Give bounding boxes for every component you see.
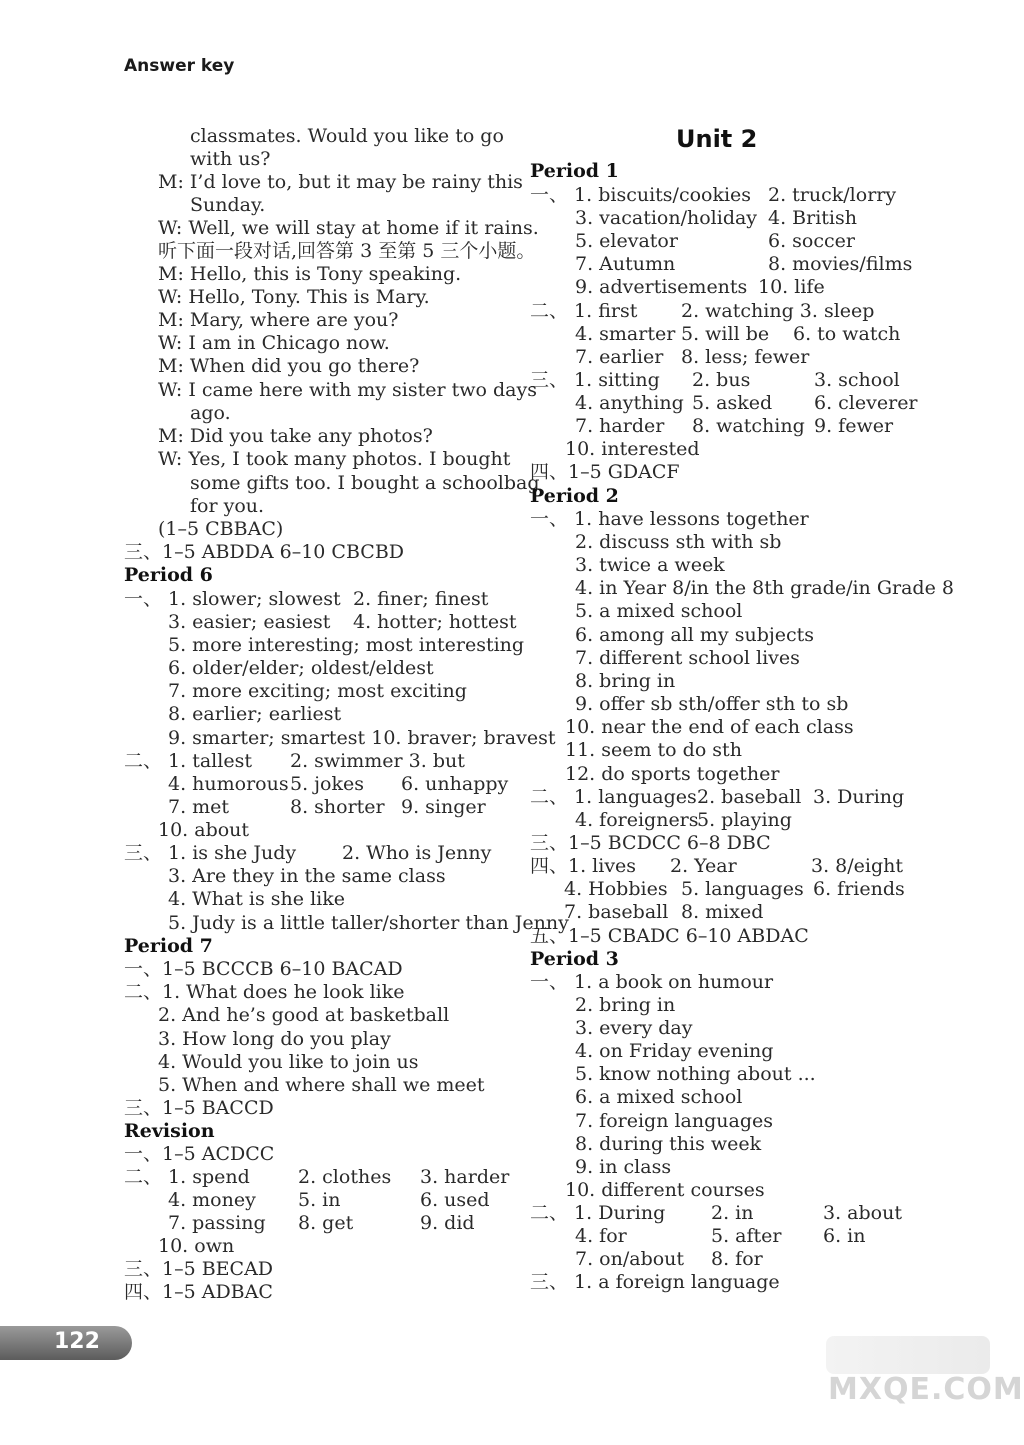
answer-line: 7. on/about	[575, 1248, 685, 1270]
answer-line: 3. 8/eight	[811, 855, 904, 877]
answer-line: 四、1. lives	[530, 855, 637, 877]
answer-line: 6. used	[420, 1189, 490, 1211]
answer-line: 9. did	[420, 1212, 475, 1234]
answer-line: W: Well, we will stay at home if it rains.	[158, 217, 539, 239]
answer-line: 6. among all my subjects	[575, 624, 815, 646]
answer-line: 3. How long do you play	[158, 1028, 391, 1050]
answer-line: M: I’d love to, but it may be rainy this	[158, 171, 523, 193]
answer-line: 6. unhappy	[401, 773, 509, 795]
answer-line: (1–5 CBBAC)	[158, 518, 284, 540]
answer-line: 2. And he’s good at basketball	[158, 1004, 450, 1026]
answer-line: 10. different courses	[565, 1179, 765, 1201]
answer-line: 6. soccer	[768, 230, 855, 252]
answer-line: 5. Judy is a little taller/shorter than Jenny	[168, 912, 569, 934]
answer-line: 9. singer	[401, 796, 486, 818]
answer-line: 2. Who is Jenny	[342, 842, 492, 864]
answer-line: 8. shorter	[290, 796, 385, 818]
answer-line: 5. asked	[692, 392, 773, 414]
answer-line: W: Hello, Tony. This is Mary.	[158, 286, 430, 308]
answer-line: 9. offer sb sth/offer sth to sb	[575, 693, 849, 715]
section-heading: Period 2	[530, 485, 619, 507]
answer-line: 7. met	[168, 796, 230, 818]
answer-line: 4. anything	[575, 392, 684, 414]
answer-line: 8. movies/films	[768, 253, 913, 275]
answer-line: M: When did you go there?	[158, 355, 420, 377]
answer-line: W: Yes, I took many photos. I bought	[158, 448, 511, 470]
answer-line: 二、 1. first	[530, 300, 638, 322]
answer-line: 6. friends	[813, 878, 905, 900]
answer-line: 6. to watch	[793, 323, 901, 345]
answer-line: 3. harder	[420, 1166, 510, 1188]
answer-line: 三、1–5 ABDDA 6–10 CBCBD	[124, 541, 405, 563]
answer-line: 8. get	[298, 1212, 354, 1234]
answer-line: 二、1. What does he look like	[124, 981, 405, 1003]
answer-line: 三、 1. is she Judy	[124, 842, 297, 864]
answer-line: 3. vacation/holiday	[575, 207, 758, 229]
answer-line: 4. on Friday evening	[575, 1040, 774, 1062]
answer-line: 7. passing	[168, 1212, 266, 1234]
answer-line: 5. in	[298, 1189, 341, 1211]
answer-line: 一、 1. biscuits/cookies	[530, 184, 752, 206]
answer-line: W: I am in Chicago now.	[158, 332, 390, 354]
answer-line: 4. smarter	[575, 323, 676, 345]
answer-line: 6. a mixed school	[575, 1086, 743, 1108]
answer-line: 5. a mixed school	[575, 600, 743, 622]
answer-line: 8. mixed	[681, 901, 764, 923]
answer-line: 7. more exciting; most exciting	[168, 680, 467, 702]
answer-line: 7. foreign languages	[575, 1110, 774, 1132]
answer-line: 6. in	[823, 1225, 866, 1247]
page-number: 122	[54, 1329, 100, 1354]
answer-line: 听下面一段对话,回答第 3 至第 5 三个小题。	[158, 240, 536, 262]
answer-line: 8. watching	[692, 415, 805, 437]
answer-line: 7. baseball	[564, 901, 669, 923]
answer-line: 三、1–5 BACCD	[124, 1097, 274, 1119]
answer-line: 五、1–5 CBADC 6–10 ABDAC	[530, 925, 809, 947]
answer-line: 5. elevator	[575, 230, 678, 252]
answer-line: 11. seem to do sth	[565, 739, 742, 761]
answer-line: M: Hello, this is Tony speaking.	[158, 263, 462, 285]
answer-line: 10. near the end of each class	[565, 716, 854, 738]
section-heading: Period 6	[124, 564, 213, 586]
watermark-logo	[826, 1336, 990, 1374]
answer-line: 一、 1. a book on humour	[530, 971, 774, 993]
answer-line: 8. during this week	[575, 1133, 762, 1155]
unit-title: Unit 2	[676, 125, 758, 153]
answer-line: 9. fewer	[814, 415, 894, 437]
answer-line: 10. interested	[565, 438, 700, 460]
answer-line: 3. twice a week	[575, 554, 725, 576]
section-heading: Period 7	[124, 935, 213, 957]
answer-line: 5. When and where shall we meet	[158, 1074, 485, 1096]
section-heading: Period 3	[530, 948, 619, 970]
answer-line: 9. smarter; smartest 10. braver; bravest	[168, 727, 556, 749]
answer-line: 4. foreigners	[575, 809, 699, 831]
answer-line: 12. do sports together	[565, 763, 780, 785]
answer-line: 一、1–5 BCCCB 6–10 BACAD	[124, 958, 403, 980]
page-number-tab	[0, 1326, 132, 1360]
answer-line: 5. after	[711, 1225, 782, 1247]
answer-line: Sunday.	[190, 194, 266, 216]
answer-line: 8. for	[711, 1248, 763, 1270]
answer-line: 9. advertisements	[575, 276, 748, 298]
answer-line: 6. cleverer	[814, 392, 918, 414]
answer-line: 8. bring in	[575, 670, 676, 692]
answer-line: 2. discuss sth with sb	[575, 531, 782, 553]
answer-line: 10. own	[158, 1235, 235, 1257]
answer-line: 2. clothes	[298, 1166, 392, 1188]
answer-line: 2. Year	[670, 855, 737, 877]
answer-line: 2. watching 3. sleep	[681, 300, 875, 322]
answer-line: 10. about	[158, 819, 250, 841]
answer-line: 7. different school lives	[575, 647, 800, 669]
answer-line: 5. jokes	[290, 773, 365, 795]
answer-line: 6. older/elder; oldest/eldest	[168, 657, 434, 679]
answer-line: 三、1–5 BCDCC 6–8 DBC	[530, 832, 771, 854]
answer-line: M: Did you take any photos?	[158, 425, 433, 447]
answer-line: some gifts too. I bought a schoolbag	[190, 472, 540, 494]
answer-line: 四、1–5 GDACF	[530, 461, 680, 483]
answer-line: 5. languages	[681, 878, 804, 900]
answer-line: 3. every day	[575, 1017, 693, 1039]
answer-line: 4. in Year 8/in the 8th grade/in Grade 8	[575, 577, 954, 599]
answer-line: 2. bring in	[575, 994, 676, 1016]
answer-line: 二、 1. spend	[124, 1166, 250, 1188]
answer-line: 7. harder	[575, 415, 665, 437]
answer-line: 三、 1. a foreign language	[530, 1271, 780, 1293]
answer-line: 2. finer; finest	[353, 588, 489, 610]
answer-line: 二、 1. languages	[530, 786, 697, 808]
answer-line: 3. about	[823, 1202, 902, 1224]
answer-line: 5. know nothing about ...	[575, 1063, 816, 1085]
running-header: Answer key	[124, 56, 235, 76]
answer-line: 二、 1. tallest	[124, 750, 252, 772]
answer-line: 7. Autumn	[575, 253, 676, 275]
answer-line: classmates. Would you like to go	[190, 125, 504, 147]
answer-line: 四、1–5 ADBAC	[124, 1281, 273, 1303]
answer-line: 3. During	[813, 786, 905, 808]
answer-line: ago.	[190, 402, 231, 424]
answer-line: 三、1–5 BECAD	[124, 1258, 274, 1280]
answer-line: 3. school	[814, 369, 900, 391]
answer-line: 4. humorous	[168, 773, 289, 795]
answer-line: 三、 1. sitting	[530, 369, 660, 391]
answer-line: 4. Hobbies	[564, 878, 668, 900]
answer-line: 一、 1. have lessons together	[530, 508, 809, 530]
answer-line: for you.	[190, 495, 265, 517]
answer-line: 10. life	[758, 276, 825, 298]
answer-line: 4. hotter; hottest	[353, 611, 517, 633]
answer-line: 7. earlier	[575, 346, 664, 368]
answer-line: 8. less; fewer	[681, 346, 810, 368]
answer-line: 一、1–5 ACDCC	[124, 1143, 275, 1165]
watermark-text: MXQE.COM	[828, 1372, 1024, 1407]
answer-line: 8. earlier; earliest	[168, 703, 342, 725]
answer-line: 5. will be	[681, 323, 770, 345]
answer-line: with us?	[190, 148, 271, 170]
answer-line: 4. for	[575, 1225, 627, 1247]
answer-line: 3. easier; easiest	[168, 611, 331, 633]
section-heading: Period 1	[530, 160, 619, 182]
answer-line: 3. Are they in the same class	[168, 865, 446, 887]
answer-line: 4. What is she like	[168, 888, 345, 910]
answer-line: 4. British	[768, 207, 857, 229]
answer-line: 4. money	[168, 1189, 256, 1211]
answer-line: 2. in	[711, 1202, 754, 1224]
answer-line: M: Mary, where are you?	[158, 309, 399, 331]
answer-line: 5. playing	[697, 809, 792, 831]
answer-line: 2. baseball	[697, 786, 802, 808]
answer-line: 9. in class	[575, 1156, 672, 1178]
section-heading: Revision	[124, 1120, 215, 1142]
answer-line: 二、 1. During	[530, 1202, 666, 1224]
answer-line: 4. Would you like to join us	[158, 1051, 419, 1073]
answer-line: 一、 1. slower; slowest	[124, 588, 341, 610]
answer-line: 2. swimmer 3. but	[290, 750, 465, 772]
answer-line: 5. more interesting; most interesting	[168, 634, 525, 656]
answer-line: 2. bus	[692, 369, 751, 391]
answer-line: 2. truck/lorry	[768, 184, 897, 206]
answer-line: W: I came here with my sister two days	[158, 379, 537, 401]
